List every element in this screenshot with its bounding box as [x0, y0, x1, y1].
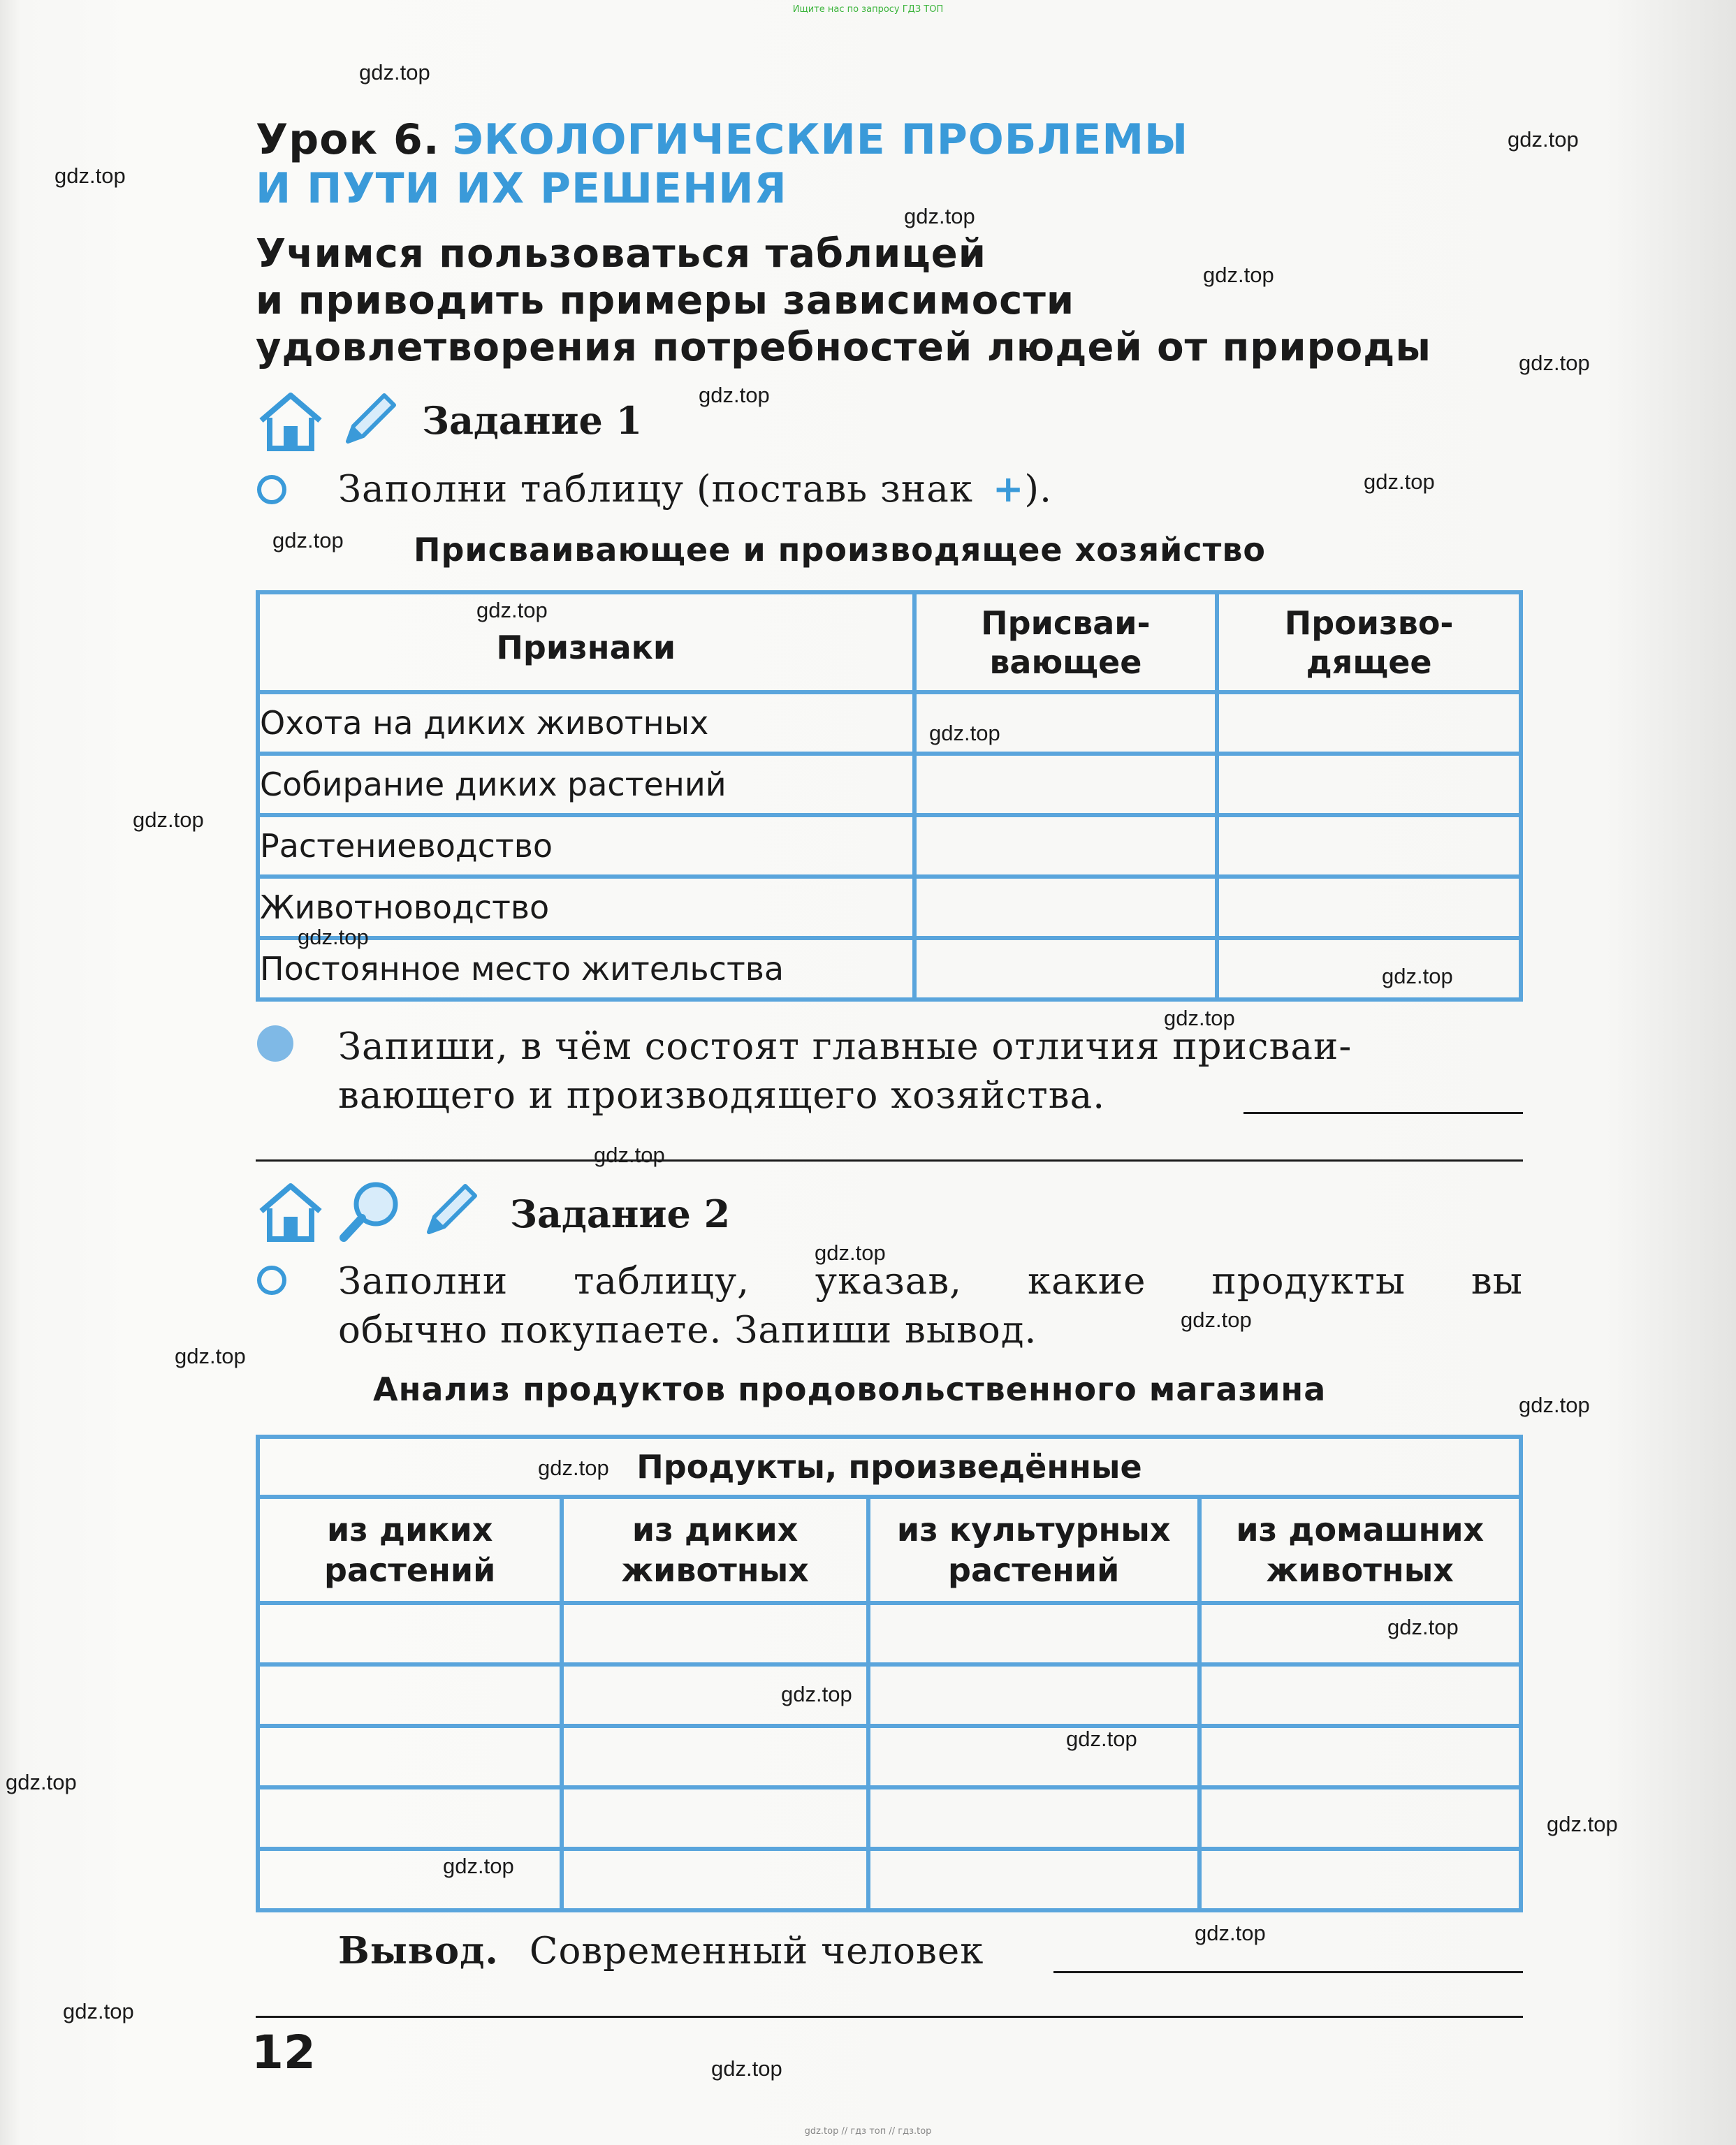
answer-cell[interactable] — [914, 938, 1218, 1000]
watermark: gdz.top — [359, 60, 430, 85]
header-wild-plants: из диких растений — [258, 1497, 562, 1603]
watermark: gdz.top — [63, 1999, 134, 2023]
watermark: gdz.top — [815, 1240, 886, 1265]
watermark: gdz.top — [1203, 263, 1274, 287]
task1-table-title: Присваивающее и производящее хозяйство — [414, 531, 1267, 569]
watermark: gdz.top — [904, 204, 975, 228]
bottom-note: gdz.top // гдз топ // гдз.top — [804, 2126, 932, 2137]
watermark: gdz.top — [781, 1682, 852, 1706]
watermark: gdz.top — [1066, 1727, 1137, 1751]
task2-instruction: Заполни таблицу, указав, какие продукты вы обычно покупаете. Запиши вывод. — [338, 1260, 1523, 1352]
answer-cell[interactable] — [1217, 754, 1521, 815]
answer-cell[interactable] — [1199, 1603, 1521, 1664]
watermark: gdz.top — [1547, 1812, 1618, 1836]
answer-cell[interactable] — [562, 1726, 868, 1787]
subtitle-line: удовлетворения потребностей людей от природы — [256, 325, 1432, 370]
row-label: Собирание диких растений — [258, 754, 914, 815]
answer-cell[interactable] — [562, 1849, 868, 1910]
watermark: gdz.top — [1164, 1006, 1235, 1030]
watermark: gdz.top — [54, 163, 126, 188]
lesson-subtitle — [256, 230, 1534, 371]
watermark: gdz.top — [1382, 964, 1453, 988]
answer-cell[interactable] — [914, 877, 1218, 938]
conclusion-text: Современный человек — [529, 1930, 984, 1972]
level-circle-icon — [257, 475, 286, 504]
answer-cell[interactable] — [1217, 815, 1521, 877]
home-icon — [256, 1180, 326, 1243]
group-header: Продукты, произведённые — [258, 1437, 1521, 1497]
watermark: gdz.top — [1195, 1921, 1266, 1945]
header-signs: Признаки — [258, 592, 914, 692]
lesson-number: Урок 6. — [256, 115, 440, 164]
answer-cell[interactable] — [868, 1726, 1199, 1787]
watermark: gdz.top — [1508, 127, 1579, 152]
row-label: Растениеводство — [258, 815, 914, 877]
answer-cell[interactable] — [914, 754, 1218, 815]
watermark: gdz.top — [1181, 1308, 1252, 1332]
watermark: gdz.top — [175, 1344, 246, 1368]
home-icon — [256, 390, 326, 453]
level-filled-circle-icon — [257, 1025, 293, 1062]
header-domestic-animals: из домашних животных — [1199, 1497, 1521, 1603]
watermark: gdz.top — [594, 1143, 665, 1167]
answer-cell[interactable] — [562, 1603, 868, 1664]
watermark: gdz.top — [133, 807, 204, 832]
answer-cell[interactable] — [1199, 1787, 1521, 1849]
pencil-icon — [415, 1176, 485, 1246]
row-label: Постоянное место жительства — [258, 938, 914, 1000]
lesson-title-line2: И ПУТИ ИХ РЕШЕНИЯ — [256, 164, 787, 213]
answer-cell[interactable] — [1217, 938, 1521, 1000]
task2-heading: Задание 2 — [510, 1192, 731, 1236]
answer-cell[interactable] — [258, 1849, 562, 1910]
watermark: gdz.top — [711, 2056, 782, 2081]
watermark: gdz.top — [538, 1456, 609, 1480]
answer-cell[interactable] — [258, 1787, 562, 1849]
watermark: gdz.top — [6, 1770, 77, 1794]
answer-line[interactable] — [1243, 1112, 1523, 1114]
task1-question: Запиши, в чём состоят главные отличия присваи- вающего и производящего хозяйства. — [338, 1025, 1352, 1117]
watermark: gdz.top — [1387, 1615, 1459, 1639]
subtitle-line: и приводить примеры зависимости — [256, 278, 1075, 323]
watermark: gdz.top — [1519, 1393, 1590, 1417]
food-products-table — [256, 1435, 1523, 1912]
answer-cell[interactable] — [258, 1664, 562, 1726]
answer-cell[interactable] — [258, 1726, 562, 1787]
answer-cell[interactable] — [1199, 1849, 1521, 1910]
answer-cell[interactable] — [914, 815, 1218, 877]
answer-line[interactable] — [256, 1159, 1523, 1162]
answer-cell[interactable] — [258, 1603, 562, 1664]
header-cultivated-plants: из культурных растений — [868, 1497, 1199, 1603]
conclusion — [338, 1926, 984, 1976]
watermark: gdz.top — [699, 383, 770, 407]
magnifier-icon — [335, 1176, 405, 1246]
answer-cell[interactable] — [1199, 1726, 1521, 1787]
answer-cell[interactable] — [562, 1787, 868, 1849]
task2-table-title: Анализ продуктов продовольственного магазина — [373, 1370, 1327, 1408]
subtitle-line: Учимся пользоваться таблицей — [256, 231, 986, 277]
answer-line[interactable] — [256, 2016, 1523, 2018]
top-note: Ищите нас по запросу ГДЗ ТОП — [792, 4, 944, 15]
watermark: gdz.top — [272, 528, 344, 552]
watermark: gdz.top — [1364, 469, 1435, 494]
header-wild-animals: из диких животных — [562, 1497, 868, 1603]
task1-heading: Задание 1 — [422, 398, 643, 443]
answer-cell[interactable] — [868, 1664, 1199, 1726]
plus-sign: + — [992, 468, 1025, 511]
answer-cell[interactable] — [1217, 877, 1521, 938]
watermark: gdz.top — [443, 1854, 514, 1878]
answer-cell[interactable] — [868, 1603, 1199, 1664]
task1-instruction: Заполни таблицу (поставь знак +). — [338, 468, 1052, 511]
watermark: gdz.top — [1519, 351, 1590, 375]
answer-cell[interactable] — [868, 1849, 1199, 1910]
watermark: gdz.top — [929, 721, 1000, 745]
row-label: Животноводство — [258, 877, 914, 938]
answer-cell[interactable] — [868, 1787, 1199, 1849]
lesson-title-line1: ЭКОЛОГИЧЕСКИЕ ПРОБЛЕМЫ — [452, 115, 1189, 164]
watermark: gdz.top — [476, 598, 548, 622]
pencil-icon — [334, 386, 404, 455]
conclusion-label: Вывод. — [338, 1929, 499, 1972]
level-circle-icon — [257, 1266, 286, 1295]
answer-cell[interactable] — [1199, 1664, 1521, 1726]
answer-line[interactable] — [1053, 1971, 1523, 1973]
row-label: Охота на диких животных — [258, 692, 914, 754]
lesson-title — [256, 115, 1188, 213]
appropriating-producing-table — [256, 590, 1523, 1002]
page-number: 12 — [251, 2026, 316, 2079]
answer-cell[interactable] — [1217, 692, 1521, 754]
header-appropriating: Присваи- вающее — [914, 592, 1218, 692]
watermark: gdz.top — [298, 925, 369, 949]
header-producing: Произво- дящее — [1217, 592, 1521, 692]
